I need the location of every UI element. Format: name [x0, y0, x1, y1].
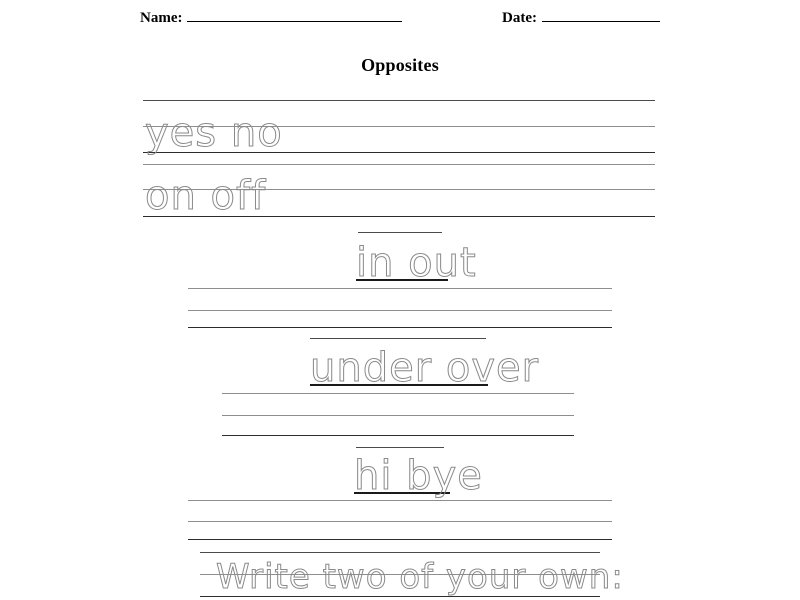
- rule-line: [222, 393, 574, 394]
- rule-line: [222, 415, 574, 416]
- rule-line: [310, 338, 486, 339]
- rule-line: [188, 521, 612, 522]
- rule-line: [358, 232, 442, 233]
- date-input-rule[interactable]: [542, 8, 660, 22]
- rule-block-4: [188, 447, 612, 539]
- rule-line: [200, 552, 600, 553]
- name-label: Name:: [140, 10, 183, 26]
- traced-word-1: yes no: [145, 110, 283, 156]
- rule-block-5: [200, 552, 624, 600]
- rule-line: [143, 164, 655, 165]
- traced-prompt: Write two of your own:: [216, 557, 624, 597]
- rule-line: [188, 310, 612, 311]
- date-field: [502, 8, 660, 27]
- traced-word-2: on off: [145, 173, 267, 219]
- traced-word-5: hi bye: [354, 453, 483, 499]
- traced-word-3: in out: [356, 240, 477, 286]
- rule-line: [143, 100, 655, 101]
- rule-line: [188, 327, 612, 328]
- page-title: Opposites: [361, 55, 439, 75]
- traced-word-4: under over: [310, 345, 540, 391]
- name-field: [140, 8, 402, 27]
- rule-line: [188, 288, 612, 289]
- rule-line: [188, 500, 612, 501]
- rule-line: [222, 435, 574, 436]
- worksheet-header: [140, 8, 660, 27]
- rule-block-2: [188, 232, 612, 332]
- name-input-rule[interactable]: [187, 8, 402, 22]
- date-label: Date:: [502, 10, 537, 26]
- rule-block-3: [222, 338, 574, 438]
- rule-block-1: [143, 100, 655, 225]
- rule-line: [188, 539, 612, 540]
- rule-line: [356, 447, 444, 448]
